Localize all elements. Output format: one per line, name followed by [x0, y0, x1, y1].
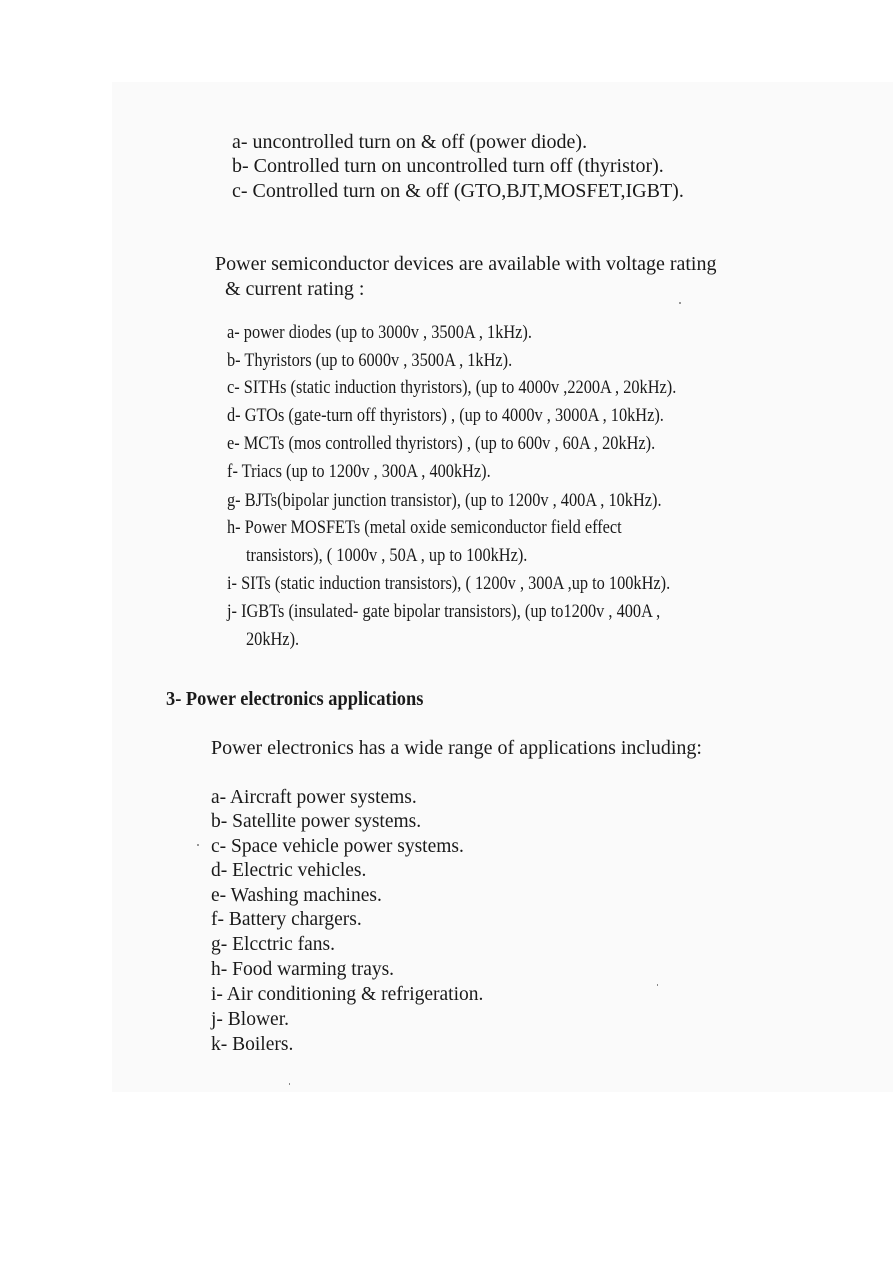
- section-heading: 3- Power electronics applications: [166, 688, 424, 710]
- application-item: i- Air conditioning & refrigeration.: [211, 984, 484, 1005]
- device-rating-item: h- Power MOSFETs (metal oxide semiconductor field effect: [227, 517, 622, 538]
- scan-speck: [679, 302, 681, 304]
- device-rating-item: b- Thyristors (up to 6000v , 3500A , 1kHz).: [227, 350, 513, 371]
- device-rating-item: e- MCTs (mos controlled thyristors) , (up to 600v , 60A , 20kHz).: [227, 433, 656, 454]
- device-rating-item: f- Triacs (up to 1200v , 300A , 400kHz).: [227, 461, 491, 482]
- ratings-intro-line1: Power semiconductor devices are available with voltage rating: [215, 253, 717, 275]
- applications-intro: Power electronics has a wide range of applications including:: [211, 737, 702, 759]
- application-item: f- Battery chargers.: [211, 909, 362, 930]
- device-rating-item: g- BJTs(bipolar junction transistor), (up to 1200v , 400A , 10kHz).: [227, 490, 662, 511]
- application-item: b- Satellite power systems.: [211, 811, 422, 832]
- scan-speck: [197, 844, 199, 846]
- device-rating-item: c- SITHs (static induction thyristors), (up to 4000v ,2200A , 20kHz).: [227, 377, 677, 398]
- device-rating-item: d- GTOs (gate-turn off thyristors) , (up to 4000v , 3000A , 10kHz).: [227, 405, 664, 426]
- device-rating-item: j- IGBTs (insulated- gate bipolar transistors), (up to1200v , 400A ,: [227, 601, 661, 622]
- device-rating-item-continuation: 20kHz).: [246, 629, 300, 650]
- application-item: c- Space vehicle power systems.: [211, 836, 464, 857]
- scan-speck: [657, 984, 658, 986]
- application-item: j- Blower.: [211, 1009, 289, 1030]
- application-item: h- Food warming trays.: [211, 959, 395, 980]
- application-item: g- Elcctric fans.: [211, 934, 335, 955]
- switch-type-item: c- Controlled turn on & off (GTO,BJT,MOSFET,IGBT).: [232, 180, 684, 202]
- switch-type-item: a- uncontrolled turn on & off (power diode).: [232, 131, 588, 153]
- application-item: a- Aircraft power systems.: [211, 787, 417, 808]
- device-rating-item: i- SITs (static induction transistors), ( 1200v , 300A ,up to 100kHz).: [227, 573, 671, 594]
- device-rating-item-continuation: transistors), ( 1000v , 50A , up to 100kHz).: [246, 545, 528, 566]
- ratings-intro-line2: & current rating :: [225, 278, 365, 300]
- application-item: e- Washing machines.: [211, 885, 382, 906]
- scan-speck: [289, 1083, 290, 1085]
- device-rating-item: a- power diodes (up to 3000v , 3500A , 1kHz).: [227, 322, 532, 343]
- application-item: d- Electric vehicles.: [211, 860, 367, 881]
- switch-type-item: b- Controlled turn on uncontrolled turn off (thyristor).: [232, 155, 664, 177]
- application-item: k- Boilers.: [211, 1034, 294, 1055]
